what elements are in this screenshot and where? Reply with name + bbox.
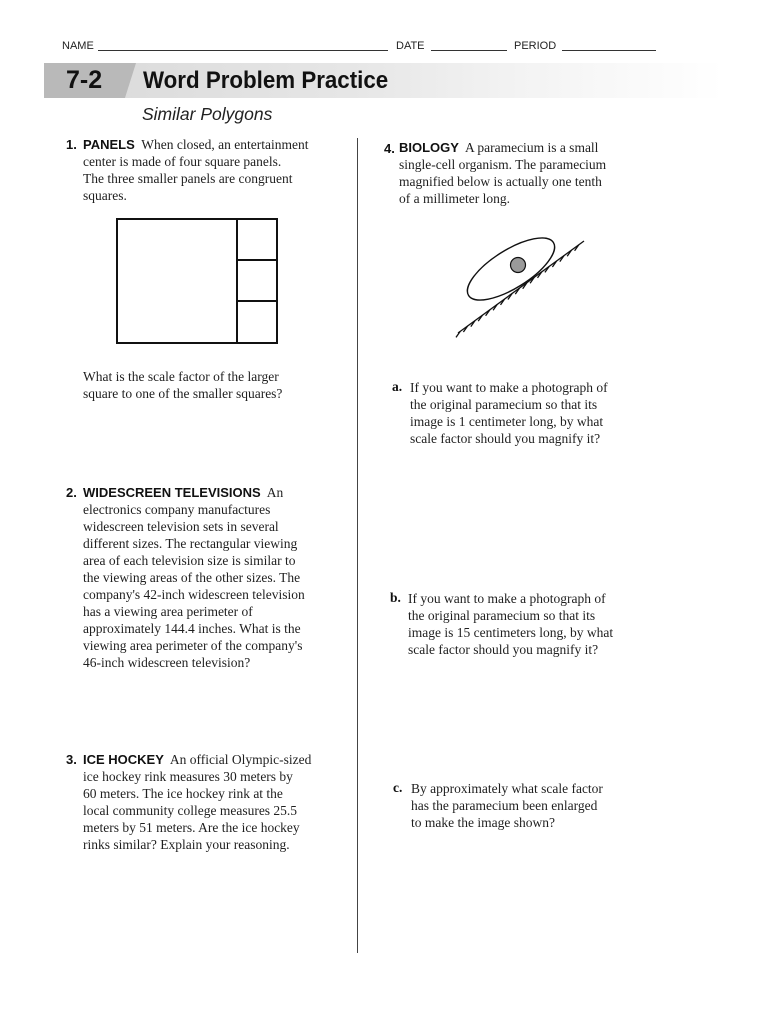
question-4b-letter: b.: [390, 590, 401, 605]
period-label: PERIOD: [514, 40, 557, 52]
question-3-line: ice hockey rink measures 30 meters by: [83, 769, 293, 784]
question-1-number: 1.: [66, 137, 77, 152]
paramecium-body: [459, 228, 564, 312]
question-3-line: An official Olympic-sized: [169, 752, 312, 767]
paramecium-nucleus: [511, 258, 526, 273]
question-2-line: area of each television size is similar to: [83, 553, 296, 568]
question-4b-line: If you want to make a photograph of: [408, 591, 606, 606]
question-1-line: squares.: [83, 188, 127, 203]
question-4-text: [399, 139, 606, 207]
question-4b-text: [408, 590, 613, 658]
name-blank: [98, 50, 388, 51]
page-subtitle: Similar Polygons: [142, 104, 273, 124]
question-4a-letter: a.: [392, 379, 403, 394]
paramecium-diagram: [450, 228, 610, 368]
question-4-line: A paramecium is a small: [464, 140, 599, 155]
question-2-line: has a viewing area perimeter of: [83, 604, 253, 619]
question-4c-letter: c.: [393, 780, 403, 795]
question-4b-line: scale factor should you magnify it?: [408, 642, 599, 657]
question-4a-line: scale factor should you magnify it?: [410, 431, 601, 446]
question-1-line: When closed, an entertainment: [141, 137, 309, 152]
question-4-line: of a millimeter long.: [399, 191, 510, 206]
page-title: Word Problem Practice: [143, 67, 389, 94]
question-2-line: approximately 144.4 inches. What is the: [83, 621, 301, 636]
question-4c-line: By approximately what scale factor: [411, 781, 603, 796]
question-2-line: different sizes. The rectangular viewing: [83, 536, 298, 551]
question-4a-line: If you want to make a photograph of: [410, 380, 608, 395]
panels-diagram: [110, 212, 285, 348]
question-2-line: viewing area perimeter of the company's: [83, 638, 303, 653]
question-3-line: rinks similar? Explain your reasoning.: [83, 837, 290, 852]
lesson-number: 7-2: [66, 66, 103, 94]
question-4-line: single-cell organism. The paramecium: [399, 157, 607, 172]
large-square-panel: [117, 219, 237, 343]
column-divider: [357, 138, 358, 953]
question-1-text: [83, 136, 308, 204]
question-4a-line: image is 1 centimeter long, by what: [410, 414, 604, 429]
question-2-line: 46-inch widescreen television?: [83, 655, 251, 670]
question-2-line: electronics company manufactures: [83, 502, 271, 517]
question-2-text: [83, 484, 305, 671]
question-4a-line: the original paramecium so that its: [410, 397, 598, 412]
question-2-line: the viewing areas of the other sizes. The: [83, 570, 301, 585]
small-square-panel-1: [237, 219, 277, 260]
question-3-number: 3.: [66, 752, 77, 767]
question-4-heading: BIOLOGY: [399, 140, 459, 155]
small-square-panel-2: [237, 260, 277, 301]
date-label: DATE: [396, 40, 425, 52]
question-1-prompt: [83, 368, 282, 402]
question-1-prompt-line: What is the scale factor of the larger: [83, 369, 279, 384]
question-3-heading: ICE HOCKEY: [83, 752, 164, 767]
question-4-number: 4.: [384, 141, 395, 156]
question-2-line: widescreen television sets in several: [83, 519, 279, 534]
question-4a-text: [410, 379, 608, 447]
question-4c-text: [411, 780, 603, 831]
question-4-line: magnified below is actually one tenth: [399, 174, 602, 189]
question-1-line: center is made of four square panels.: [83, 154, 282, 169]
question-3-text: [83, 751, 311, 853]
question-2-number: 2.: [66, 485, 77, 500]
question-4b-line: image is 15 centimeters long, by what: [408, 625, 614, 640]
question-1-prompt-line: square to one of the smaller squares?: [83, 386, 283, 401]
date-blank: [431, 50, 507, 51]
question-3-line: 60 meters. The ice hockey rink at the: [83, 786, 283, 801]
question-3-line: meters by 51 meters. Are the ice hockey: [83, 820, 300, 835]
question-3-line: local community college measures 25.5: [83, 803, 298, 818]
question-2-line: An: [266, 485, 284, 500]
question-2-line: company's 42-inch widescreen television: [83, 587, 305, 602]
question-1-heading: PANELS: [83, 137, 135, 152]
question-4c-line: to make the image shown?: [411, 815, 555, 830]
question-2-heading: WIDESCREEN TELEVISIONS: [83, 485, 261, 500]
period-blank: [562, 50, 656, 51]
small-square-panel-3: [237, 301, 277, 343]
question-4c-line: has the paramecium been enlarged: [411, 798, 598, 813]
name-label: NAME: [62, 40, 94, 52]
question-1-line: The three smaller panels are congruent: [83, 171, 293, 186]
question-4b-line: the original paramecium so that its: [408, 608, 596, 623]
